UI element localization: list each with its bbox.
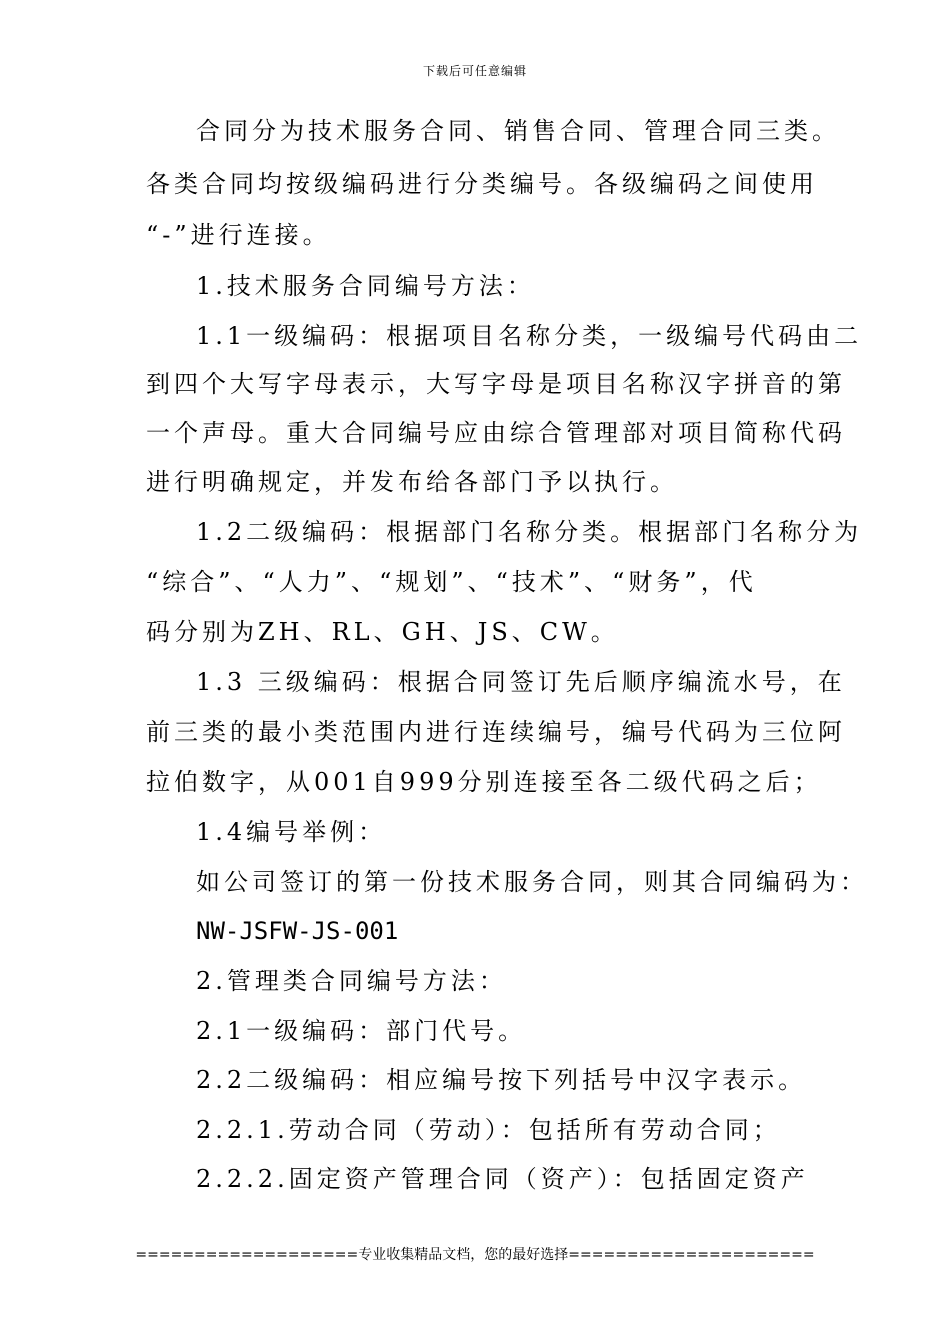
- paragraph-line-2: 各类合同均按级编码进行分类编号。各级编码之间使用: [146, 170, 818, 198]
- section-heading-2: 2.管理类合同编号方法：: [196, 967, 507, 995]
- paragraph-line-13: 拉伯数字，从001自999分别连接至各二级代码之后；: [146, 768, 822, 796]
- paragraph-line-5: 到四个大写字母表示，大写字母是项目名称汉字拼音的第: [146, 370, 846, 398]
- paragraph-line-16: 2.1一级编码：部门代号。: [196, 1017, 527, 1045]
- paragraph-line-1: 合同分为技术服务合同、销售合同、管理合同三类。: [196, 117, 840, 145]
- contract-code-example: NW-JSFW-JS-001: [196, 917, 399, 945]
- footer-note: ===================专业收集精品文档，您的最好选择=====================: [135, 1247, 815, 1263]
- section-heading-1: 1.技术服务合同编号方法：: [196, 272, 535, 300]
- paragraph-line-15: 如公司签订的第一份技术服务合同，则其合同编码为：: [196, 868, 868, 896]
- paragraph-line-11: 1.3 三级编码：根据合同签订先后顺序编流水号，在: [196, 668, 846, 696]
- paragraph-line-7: 进行明确规定，并发布给各部门予以执行。: [146, 468, 678, 496]
- paragraph-line-4: 1.1一级编码：根据项目名称分类，一级编号代码由二: [196, 322, 863, 350]
- paragraph-line-10: 码分别为ZH、RL、GH、JS、CW。: [146, 618, 619, 646]
- header-note: 下载后可任意编辑: [422, 64, 527, 78]
- paragraph-line-6: 一个声母。重大合同编号应由综合管理部对项目简称代码: [146, 419, 846, 447]
- paragraph-line-8: 1.2二级编码：根据部门名称分类。根据部门名称分为: [196, 518, 863, 546]
- paragraph-line-14: 1.4编号举例：: [196, 818, 387, 846]
- paragraph-line-17: 2.2二级编码：相应编号按下列括号中汉字表示。: [196, 1066, 807, 1094]
- paragraph-line-3: “-”进行连接。: [146, 221, 331, 249]
- paragraph-line-12: 前三类的最小类范围内进行连续编号，编号代码为三位阿: [146, 718, 846, 746]
- paragraph-line-19: 2.2.2.固定资产管理合同（资产）：包括固定资产: [196, 1165, 809, 1193]
- paragraph-line-18: 2.2.1.劳动合同（劳动）：包括所有劳动合同；: [196, 1116, 781, 1144]
- paragraph-line-9: “综合”、“人力”、“规划”、“技术”、“财务”，代: [146, 568, 757, 596]
